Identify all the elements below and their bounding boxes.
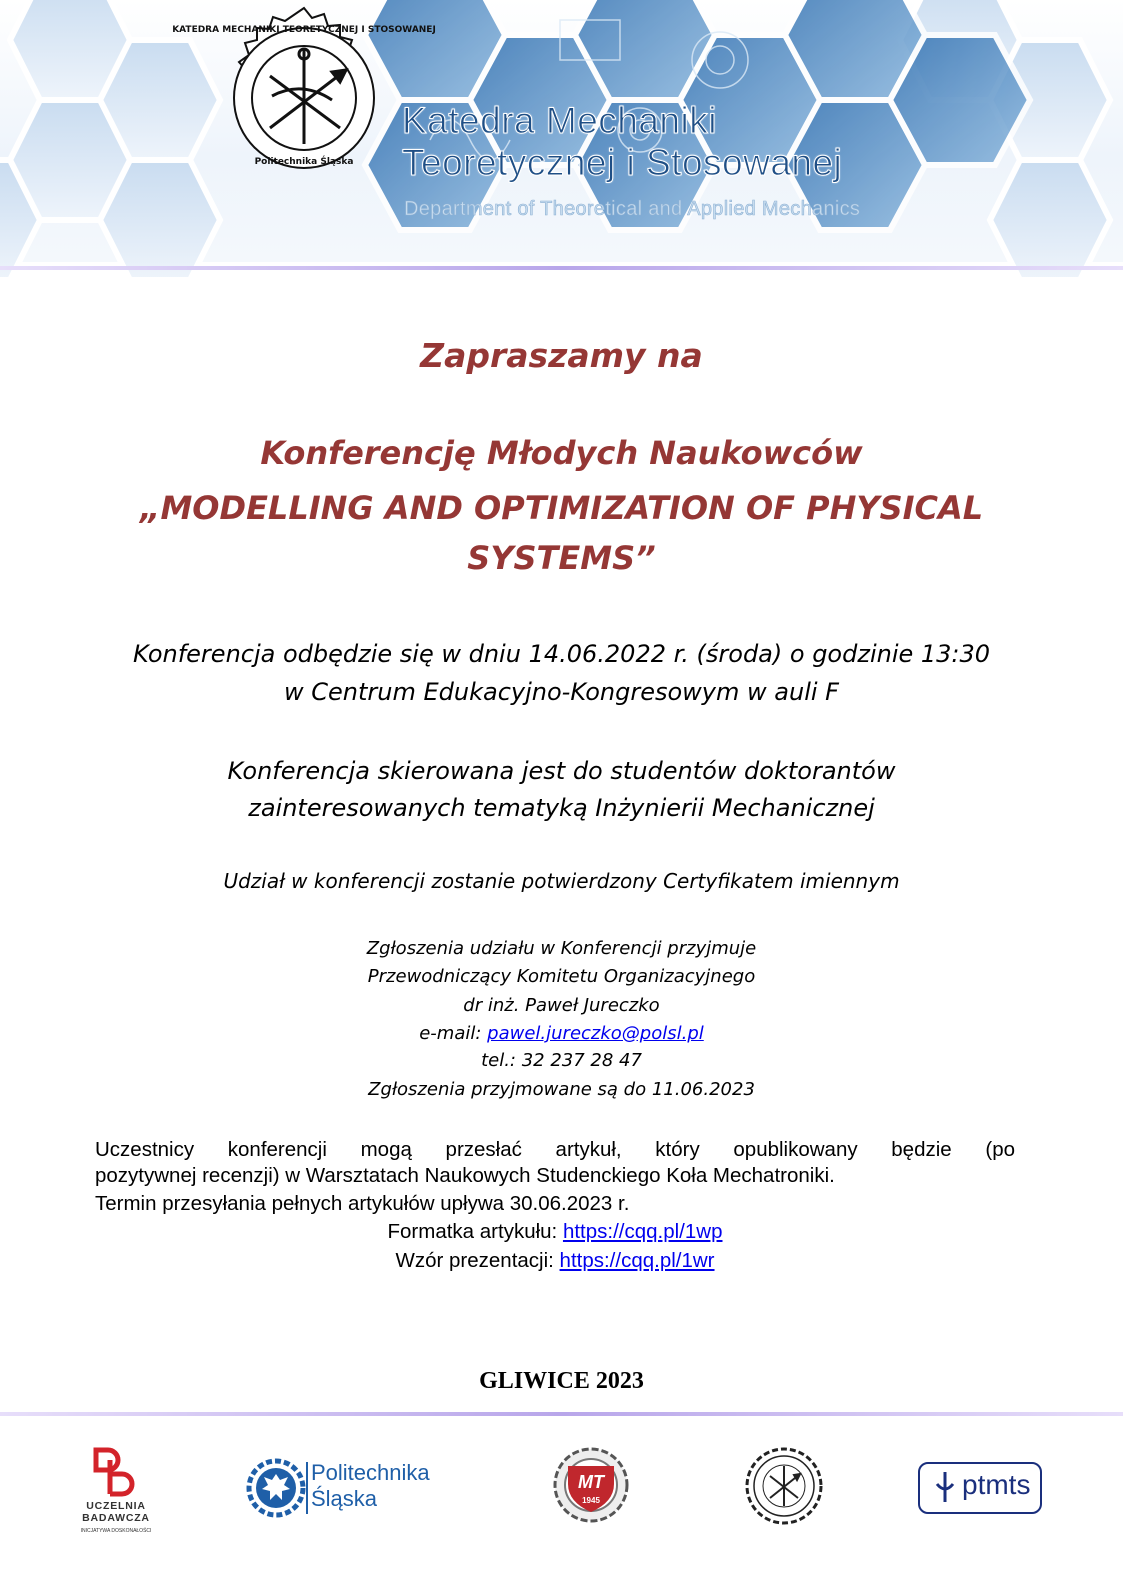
presentation-template-link[interactable]: https://cqq.pl/1wr: [559, 1249, 715, 1272]
article-template-row: [95, 1220, 1015, 1244]
top-divider: [0, 266, 1123, 270]
department-name: [402, 100, 842, 184]
ps-name: [311, 1460, 430, 1512]
ptmts-logo: [918, 1462, 1042, 1514]
city-year: GLIWICE 2023: [479, 1368, 644, 1394]
seal-bottom-text: Politechnika Śląska: [254, 157, 354, 167]
articles-line1: Uczestnicy konferencji mogą przesłać artykuł, który opublikowany będzie (po: [95, 1138, 1015, 1161]
mt-gear-emblem-icon: [552, 1446, 630, 1524]
ptmts-text: ptmts: [962, 1469, 1031, 1500]
department-name-line2: Teoretycznej i Stosowanej: [402, 142, 843, 183]
conference-name: Konferencję Młodych Naukowców: [260, 434, 863, 472]
invitation-heading: Zapraszamy na: [420, 336, 703, 375]
department-name-english: Department of Theoretical and Applied Mechanics: [404, 198, 861, 220]
ub-line1: UCZELNIA: [86, 1500, 146, 1512]
conference-date: Konferencja odbędzie się w dniu 14.06.2022 r. (środa) o godzinie 13:30: [132, 640, 991, 668]
header-banner: [0, 0, 1123, 262]
mt-year-text: 1945: [582, 1496, 600, 1505]
eagle-emblem-icon: [246, 1458, 306, 1518]
articles-deadline: Termin przesyłania pełnych artykułów upływa 30.06.2023 r.: [95, 1192, 630, 1215]
department-seal-small-logo: [744, 1446, 824, 1526]
bottom-divider: [0, 1412, 1123, 1416]
contact-phone: tel.: 32 237 28 47: [481, 1050, 642, 1071]
department-seal-logo: [172, 4, 436, 188]
ps-divider: [306, 1462, 308, 1514]
article-template-link[interactable]: https://cqq.pl/1wp: [562, 1220, 723, 1243]
contact-line1: Zgłoszenia udziału w Konferencji przyjmuje: [366, 938, 757, 959]
conference-title-line1: „MODELLING AND OPTIMIZATION OF PHYSICAL: [139, 489, 984, 527]
contact-line2: Przewodniczący Komitetu Organizacyjnego: [367, 966, 756, 987]
email-link[interactable]: pawel.jureczko@polsl.pl: [487, 1023, 704, 1044]
uczelnia-badawcza-mark-icon: [80, 1446, 152, 1498]
presentation-template-row: [95, 1249, 1015, 1273]
ptmts-symbol-icon: [932, 1470, 958, 1504]
article-template-label: Formatka artykułu:: [387, 1220, 563, 1243]
seal-top-text: KATEDRA MECHANIKI TEORETYCZNEJ I STOSOWANEJ: [172, 25, 436, 35]
mt-1945-logo: [552, 1446, 630, 1524]
department-name-line1: Katedra Mechaniki: [402, 100, 717, 141]
department-seal-small-icon: [744, 1446, 824, 1526]
audience-line2: zainteresowanych tematyką Inżynierii Mechanicznej: [248, 794, 875, 822]
audience-line1: Konferencja skierowana jest do studentów doktorantów: [227, 757, 896, 785]
conference-title-line2: SYSTEMS”: [467, 539, 656, 577]
ps-line1: Politechnika: [311, 1460, 430, 1485]
presentation-template-label: Wzór prezentacji:: [395, 1249, 560, 1272]
ub-line3: INICJATYWA DOSKONAŁOŚCI: [80, 1528, 152, 1534]
ub-line2: BADAWCZA: [82, 1512, 150, 1524]
articles-line2: pozytywnej recenzji) w Warsztatach Naukowych Studenckiego Koła Mechatroniki.: [95, 1164, 835, 1187]
organizer-name: dr inż. Paweł Jureczko: [463, 995, 660, 1016]
email-label: e-mail:: [419, 1023, 488, 1044]
politechnika-slaska-logo: [246, 1458, 466, 1520]
contact-email-row: [60, 1023, 1063, 1044]
certificate-note: Udział w konferencji zostanie potwierdzony Certyfikatem imiennym: [223, 869, 900, 893]
registration-deadline: Zgłoszenia przyjmowane są do 11.06.2023: [368, 1079, 755, 1100]
mt-badge-text: MT: [578, 1472, 604, 1492]
uczelnia-badawcza-logo: [80, 1446, 152, 1536]
conference-place: w Centrum Edukacyjno-Kongresowym w auli F: [284, 678, 839, 706]
conference-title: [60, 483, 1063, 583]
ps-line2: Śląska: [311, 1486, 378, 1511]
